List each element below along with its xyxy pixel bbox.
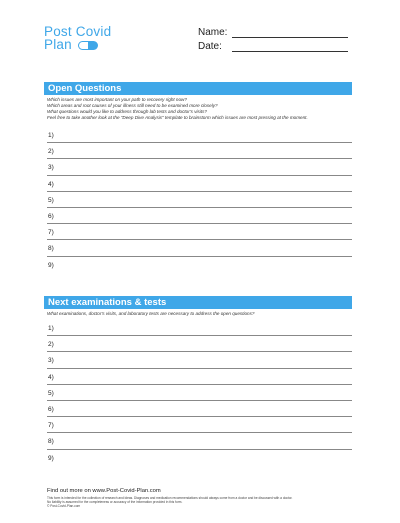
- instruction-line: Which areas and root causes of your illness still need to be examined more closely?: [47, 103, 218, 108]
- date-field[interactable]: [232, 41, 348, 52]
- line-number: 5): [48, 196, 54, 204]
- next-exams-lines: [47, 320, 352, 466]
- name-label: Name:: [198, 27, 228, 38]
- instruction-line: Which issues are most important on your path to recovery right now?: [47, 97, 187, 102]
- answer-line[interactable]: [47, 127, 352, 143]
- line-number: 9): [48, 454, 54, 462]
- footer-copyright: © Post-Covid-Plan.com: [47, 504, 81, 508]
- open-questions-instructions: [47, 97, 357, 121]
- answer-line[interactable]: [47, 352, 352, 368]
- capsule-icon: [78, 41, 98, 50]
- footer-link[interactable]: Find out more on www.Post-Covid-Plan.com: [47, 488, 161, 494]
- answer-line[interactable]: [47, 257, 352, 273]
- footer-liability: No liability is assumed for the completeness or accuracy of the information provided in this form.: [47, 500, 183, 504]
- answer-line[interactable]: [47, 159, 352, 175]
- logo-line-2: Plan: [44, 37, 72, 52]
- line-number: 9): [48, 261, 54, 269]
- line-number: 2): [48, 148, 54, 156]
- answer-line[interactable]: [47, 369, 352, 385]
- logo-row: [44, 38, 111, 51]
- logo: [44, 25, 111, 51]
- line-number: 1): [48, 132, 54, 139]
- instruction-line: What questions would you like to address through lab tests and doctor's visits?: [47, 109, 207, 114]
- line-number: 3): [48, 164, 54, 172]
- line-number: 6): [48, 405, 54, 413]
- answer-line[interactable]: [47, 401, 352, 417]
- answer-line[interactable]: [47, 385, 352, 401]
- next-exams-instructions: [47, 311, 357, 317]
- name-field[interactable]: [232, 27, 348, 38]
- answer-line[interactable]: [47, 208, 352, 224]
- answer-line[interactable]: [47, 320, 352, 336]
- open-questions-lines: [47, 127, 352, 273]
- line-number: 5): [48, 389, 54, 397]
- answer-line[interactable]: [47, 433, 352, 449]
- line-number: 2): [48, 341, 54, 349]
- line-number: 7): [48, 229, 54, 237]
- answer-line[interactable]: [47, 176, 352, 192]
- answer-line[interactable]: [47, 240, 352, 256]
- line-number: 6): [48, 212, 54, 220]
- open-questions-heading: Open Questions: [44, 82, 352, 95]
- line-number: 8): [48, 438, 54, 446]
- answer-line[interactable]: [47, 192, 352, 208]
- answer-line[interactable]: [47, 336, 352, 352]
- answer-line[interactable]: [47, 143, 352, 159]
- line-number: 4): [48, 180, 54, 188]
- date-label: Date:: [198, 41, 222, 52]
- next-exams-heading: Next examinations & tests: [44, 296, 352, 309]
- footer: [47, 488, 357, 508]
- answer-line[interactable]: [47, 450, 352, 466]
- line-number: 1): [48, 325, 54, 332]
- answer-line[interactable]: [47, 417, 352, 433]
- line-number: 8): [48, 245, 54, 253]
- answer-line[interactable]: [47, 224, 352, 240]
- line-number: 4): [48, 373, 54, 381]
- instruction-line: Feel free to take another look at the "Deep Dive Analysis" template to brainstorm which issues are most pressing at the moment.: [47, 115, 308, 120]
- name-date-fields: [198, 25, 348, 53]
- instruction-line: What examinations, doctor's visits, and laboratory tests are necessary to address the open questions?: [47, 311, 255, 316]
- line-number: 7): [48, 422, 54, 430]
- name-row: [198, 25, 348, 38]
- footer-disclaimer: This form is intended for the collection of research and ideas. Diagnoses and medication recommendations should always come from a doctor and be discussed with a doctor.: [47, 496, 293, 500]
- logo-line-1: Post Covid: [44, 24, 112, 39]
- line-number: 3): [48, 357, 54, 365]
- date-row: [198, 39, 348, 52]
